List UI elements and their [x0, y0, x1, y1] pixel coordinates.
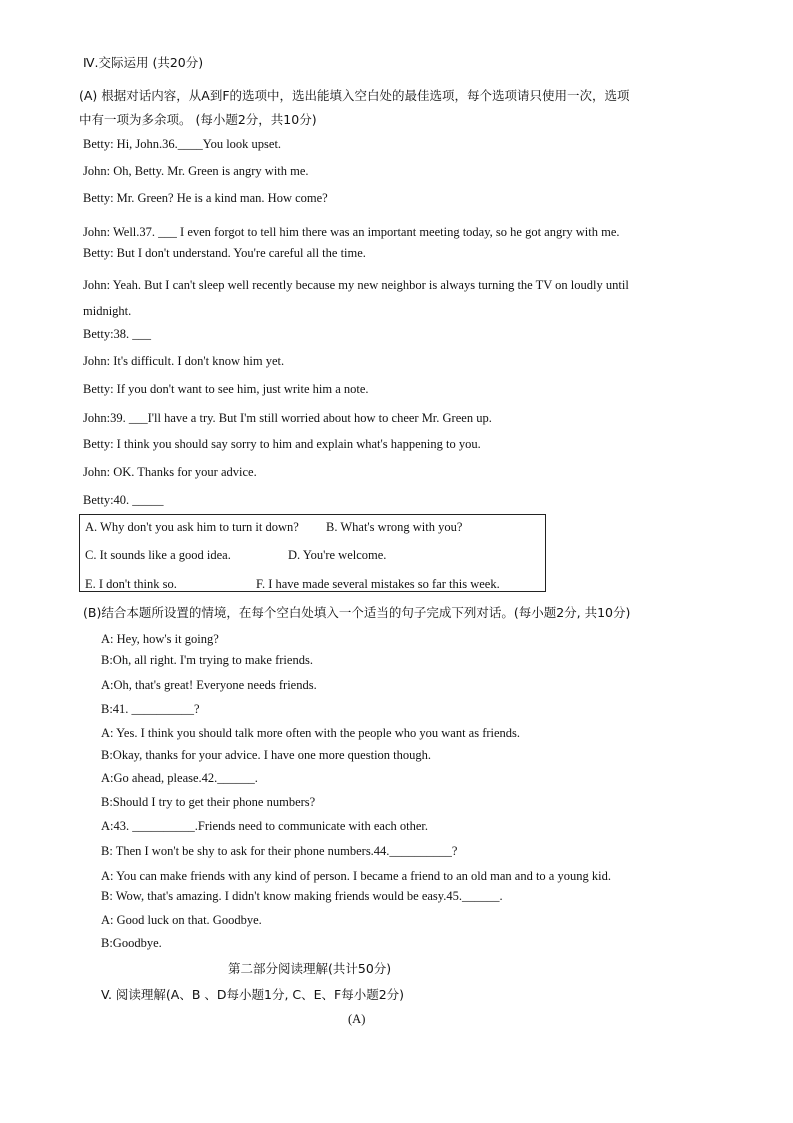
option-e: E. I don't think so.	[85, 577, 177, 591]
section5-title: V. 阅读理解(A、B 、D每小题1分, C、E、F每小题2分)	[101, 987, 405, 1002]
dialogue-line: John: OK. Thanks for your advice.	[83, 465, 257, 479]
dialogue-line: A:Oh, that's great! Everyone needs friends.	[101, 678, 317, 692]
dialogue-line: B:Goodbye.	[101, 936, 162, 950]
dialogue-line: John:39. ___I'll have a try. But I'm still worried about how to cheer Mr. Green up.	[83, 411, 492, 425]
dialogue-line: Betty: Mr. Green? He is a kind man. How come?	[83, 191, 328, 205]
option-c: C. It sounds like a good idea.	[85, 548, 231, 562]
dialogue-line: John: Well.37. ___ I even forgot to tell him there was an important meeting today, so he got angry with me.	[83, 225, 620, 239]
dialogue-line: A: Hey, how's it going?	[101, 632, 219, 646]
dialogue-line: Betty:40. _____	[83, 493, 164, 507]
dialogue-line: A:Go ahead, please.42.______.	[101, 771, 258, 785]
partA-instruction-line2: 中有一项为多余项。 (每小题2分，共10分)	[79, 112, 317, 127]
option-d: D. You're welcome.	[288, 548, 387, 562]
dialogue-line: Betty: If you don't want to see him, just write him a note.	[83, 382, 369, 396]
dialogue-line: Betty: Hi, John.36.____You look upset.	[83, 137, 282, 151]
partB-instruction: (B)结合本题所设置的情境，在每个空白处填入一个适当的句子完成下列对话。(每小题2分, 共10分)	[83, 605, 631, 620]
dialogue-line: Betty:38. ___	[83, 327, 152, 341]
dialogue-line: A: Good luck on that. Goodbye.	[101, 913, 262, 927]
dialogue-line: B:Okay, thanks for your advice. I have one more question though.	[101, 748, 432, 762]
dialogue-line: John: Oh, Betty. Mr. Green is angry with me.	[83, 164, 309, 178]
dialogue-line: B:Oh, all right. I'm trying to make friends.	[101, 653, 313, 667]
subsection-a-label: (A)	[348, 1012, 366, 1026]
dialogue-line: B: Wow, that's amazing. I didn't know making friends would be easy.45.______.	[101, 889, 503, 903]
dialogue-line: John: It's difficult. I don't know him yet.	[83, 354, 285, 368]
dialogue-line: Betty: I think you should say sorry to him and explain what's happening to you.	[83, 437, 481, 451]
section4-title: Ⅳ.交际运用 (共20分)	[83, 55, 204, 70]
dialogue-line: B: Then I won't be shy to ask for their phone numbers.44.__________?	[101, 844, 458, 858]
option-b: B. What's wrong with you?	[326, 520, 463, 534]
dialogue-line: John: Yeah. But I can't sleep well recently because my new neighbor is always turning the TV on loudly until	[83, 278, 629, 292]
part2-title: 第二部分阅读理解(共计50分)	[228, 961, 392, 976]
dialogue-line: A: You can make friends with any kind of person. I became a friend to an old man and to a young kid.	[101, 869, 611, 883]
dialogue-line: B:Should I try to get their phone numbers?	[101, 795, 316, 809]
dialogue-line: A:43. __________.Friends need to communicate with each other.	[101, 819, 429, 833]
dialogue-line: A: Yes. I think you should talk more often with the people who you want as friends.	[101, 726, 521, 740]
option-a: A. Why don't you ask him to turn it down?	[85, 520, 299, 534]
option-f: F. I have made several mistakes so far this week.	[256, 577, 500, 591]
dialogue-line: Betty: But I don't understand. You're careful all the time.	[83, 246, 366, 260]
partA-instruction-line1: (A) 根据对话内容，从A到F的选项中，选出能填入空白处的最佳选项，每个选项请只使用一次，选项	[79, 88, 630, 103]
dialogue-line: B:41. __________?	[101, 702, 200, 716]
dialogue-line: midnight.	[83, 304, 132, 318]
